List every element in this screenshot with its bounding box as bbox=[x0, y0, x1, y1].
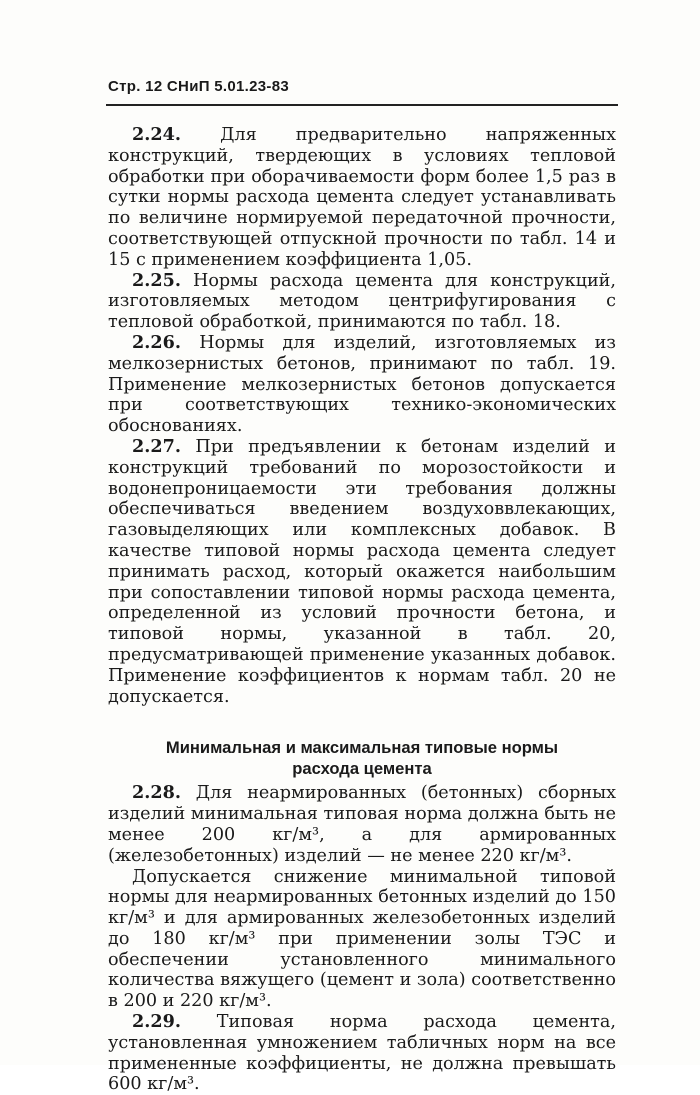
clause-number: 2.29. bbox=[132, 1011, 181, 1033]
clause-number: 2.25. bbox=[132, 269, 181, 291]
running-header: Стр. 12 СНиП 5.01.23-83 bbox=[108, 78, 289, 95]
clause-number: 2.27. bbox=[132, 435, 181, 457]
paragraph-text: Нормы расхода цемента для конструкций, изготовляемых методом центрифугирования с тепловой обработкой, принимаются по табл. 18. bbox=[108, 270, 616, 333]
paragraph-text: Типовая норма расхода цемента, установленная умножением табличных норм на все примененные коэффициенты, не должна превышать 600 кг/м³. bbox=[108, 1012, 616, 1095]
paragraph-text: Допускается снижение минимальной типовой нормы для неармированных бетонных изделий до 150 кг/м³ и для армированных железобетонных изделий до 180 кг/м³ при применении золы ТЭС и обеспечении установленного минимального количества вяжущего (цемент и зола) соответственно в 200 и 220 кг/м³. bbox=[108, 866, 616, 1012]
document-body bbox=[108, 125, 616, 1095]
header-rule bbox=[106, 104, 618, 106]
section-heading-line-2: расхода цемента bbox=[292, 759, 432, 779]
paragraph-allowance bbox=[108, 867, 616, 1013]
paragraph-2-24 bbox=[108, 125, 616, 271]
clause-number: 2.28. bbox=[132, 782, 181, 804]
paragraph-2-28 bbox=[108, 783, 616, 866]
section-heading bbox=[108, 737, 616, 779]
paragraph-2-25 bbox=[108, 271, 616, 333]
paragraph-2-29 bbox=[108, 1012, 616, 1095]
clause-number: 2.26. bbox=[132, 331, 181, 353]
section-heading-line-1: Минимальная и максимальная типовые нормы bbox=[165, 738, 559, 758]
paragraph-text: Для неармированных (бетонных) сборных изделий минимальная типовая норма должна быть не менее 200 кг/м³, а для армированных (железобетонных) изделий — не менее 220 кг/м³. bbox=[108, 783, 616, 866]
paragraph-2-26 bbox=[108, 333, 616, 437]
paragraph-2-27 bbox=[108, 437, 616, 707]
paragraph-text: Нормы для изделий, изготовляемых из мелкозернистых бетонов, принимают по табл. 19. Применение мелкозернистых бетонов допускается при соответствующих технико-экономических обоснованиях. bbox=[108, 332, 616, 437]
paragraph-text: Для предварительно напряженных конструкций, твердеющих в условиях тепловой обработки при оборачиваемости форм более 1,5 раз в сутки нормы расхода цемента следует устанавливать по величине нормируемой передаточной прочности, соответствующей отпускной прочности по табл. 14 и 15 с применением коэффициента 1,05. bbox=[108, 125, 616, 270]
paragraph-text: При предъявлении к бетонам изделий и конструкций требований по морозостойкости и водонепроницаемости эти требования должны обеспечиваться введением воздуховвлекающих, газовыделяющих или комплексных добавок. В качестве типовой нормы расхода цемента следует принимать расход, который окажется наибольшим при сопоставлении типовой нормы расхода цемента, определенной из условий прочности бетона, и типовой нормы, указанной в табл. 20, предусматривающей применение указанных добавок. Применение коэффициентов к нормам табл. 20 не допускается. bbox=[108, 436, 616, 707]
clause-number: 2.24. bbox=[132, 124, 181, 145]
